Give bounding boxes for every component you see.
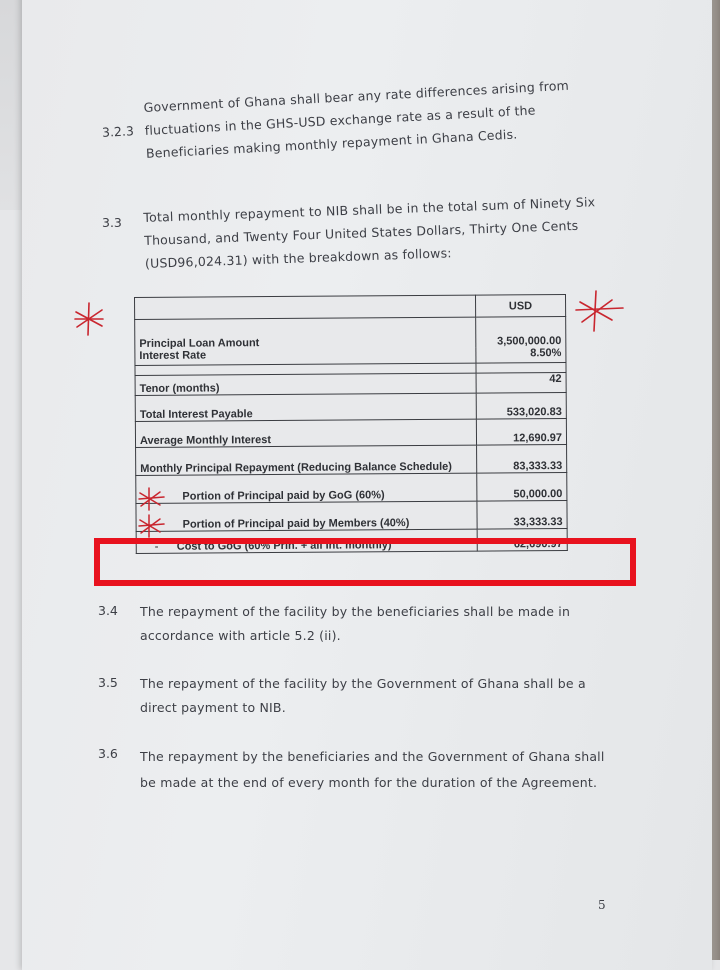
asterisk-mark bbox=[137, 486, 165, 512]
asterisk-mark bbox=[137, 513, 165, 539]
table-spacer-row bbox=[476, 362, 566, 373]
table-cell-value: 50,000.00 bbox=[477, 472, 567, 501]
table-cell-label: Monthly Principal Repayment (Reducing Balance Schedule) bbox=[136, 445, 477, 475]
cost-to-gog-label: Cost to GoG (60% Prin. + all Int. monthly) bbox=[176, 539, 392, 553]
table-cell-value: 83,333.33 bbox=[476, 444, 566, 473]
clause-text: The repayment of the facility by the Government of Ghana shall be a direct payment to NIB. bbox=[140, 676, 586, 715]
clause-number: 3.3 bbox=[102, 215, 122, 230]
table-header-label bbox=[135, 295, 476, 319]
clause-number: 3.5 bbox=[98, 675, 118, 690]
table-cell-value: 33,333.33 bbox=[477, 500, 567, 529]
clause-number: 3.2.3 bbox=[101, 123, 135, 140]
clause-text: Total monthly repayment to NIB shall be in the total sum of Ninety Six Thousand, and Twenty Four United States Dollars, Thirty One Cents (USD96,024.31) with the breakdown as follows: bbox=[143, 194, 596, 271]
table-cell-value: 3,500,000.00 bbox=[475, 316, 565, 347]
table-cell-label: Total Interest Payable bbox=[135, 393, 476, 421]
table-cell-label: Interest Rate bbox=[135, 347, 476, 365]
row-prefix: - bbox=[154, 540, 159, 553]
table-cell-label: Portion of Principal paid by GoG (60%) bbox=[136, 473, 477, 503]
asterisk-mark bbox=[574, 288, 626, 334]
table-cell-value: 8.50% bbox=[476, 346, 566, 363]
table-cell-label: Tenor (months) bbox=[135, 373, 476, 395]
clause-number: 3.4 bbox=[98, 603, 118, 618]
table-cell-value: 533,020.83 bbox=[476, 392, 566, 419]
clause-text: The repayment of the facility by the beneficiaries shall be made in accordance with article 5.2 (ii). bbox=[140, 604, 571, 643]
table-cell-value: 62,690.97 bbox=[477, 528, 567, 551]
clause-number: 3.6 bbox=[98, 746, 118, 761]
clause-text: Government of Ghana shall bear any rate differences arising from fluctuations in the GHS-USD exchange rate as a result of the Beneficiaries making monthly repayment in Ghana Cedis. bbox=[143, 77, 570, 161]
table-cell-value: 42 bbox=[476, 372, 566, 393]
table-cell-label: Principal Loan Amount bbox=[135, 317, 476, 349]
table-header-currency: USD bbox=[475, 294, 565, 317]
asterisk-mark bbox=[72, 300, 106, 338]
highlight-box bbox=[94, 538, 636, 586]
repayment-breakdown-table bbox=[134, 294, 568, 554]
table-cell-label: Portion of Principal paid by Members (40%) bbox=[136, 501, 477, 531]
table-cell-label: Average Monthly Interest bbox=[135, 419, 476, 447]
page-number: 5 bbox=[598, 898, 606, 912]
table-cell-value: 12,690.97 bbox=[476, 418, 566, 445]
clause-text: The repayment by the beneficiaries and the Government of Ghana shall be made at the end of every month for the duration of the Agreement. bbox=[140, 749, 605, 790]
